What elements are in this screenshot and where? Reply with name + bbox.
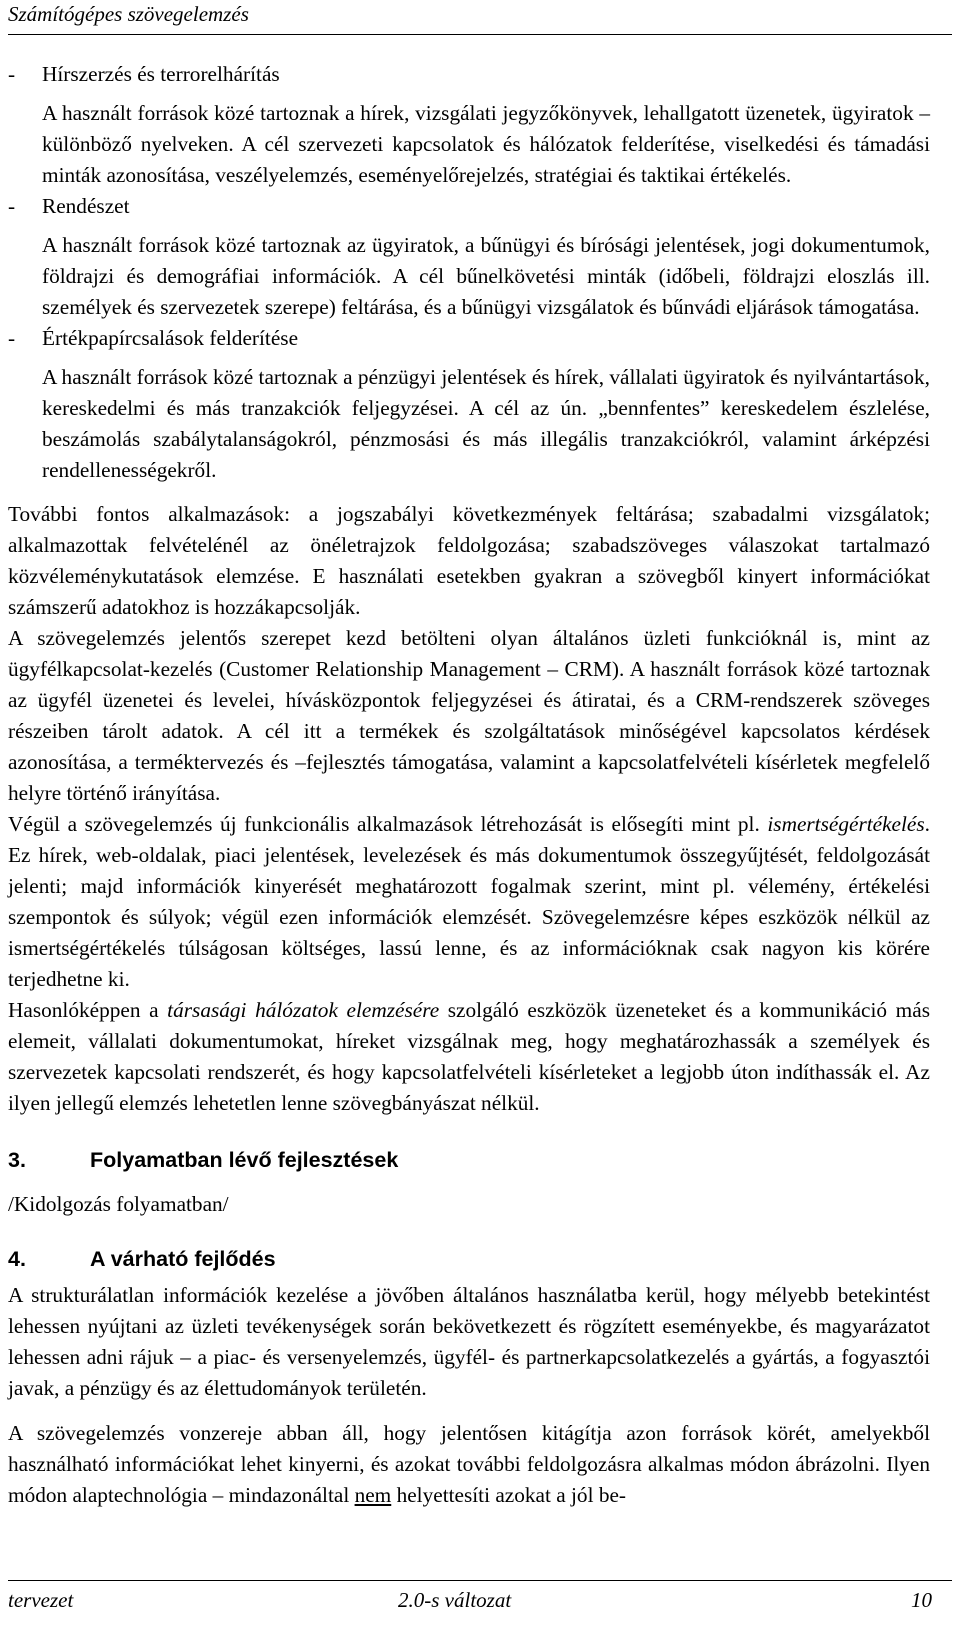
underlined-word: nem: [354, 1483, 392, 1507]
paragraph: Hasonlóképpen a társasági hálózatok elemzésére szolgáló eszközök üzeneteket és a kommunikáció más elemeit, vállalati dokumentumokat, híreket vizsgálnak meg, hogy meghatározhassák a személyek és szervezetek kapcsolati rendszerét, és hogy kapcsolatfelvételi kísérleteket a legjobb úton indíthassák el. Az ilyen jellegű elemzés lehetetlen lenne szövegbányászat nélkül.: [8, 998, 930, 1115]
list-item: [8, 191, 930, 323]
section-number: 3.: [8, 1148, 26, 1172]
list-item: [8, 59, 930, 191]
list-dash: -: [8, 62, 16, 86]
footer-version: 2.0-s változat: [398, 1588, 512, 1612]
list-item-title: Rendészet: [42, 194, 130, 218]
list-dash: -: [8, 194, 16, 218]
paragraph: A szövegelemzés jelentős szerepet kezd betölteni olyan általános üzleti funkcióknál is, mint az ügyfélkapcsolat-kezelés (Customer Relationship Management – CRM). A használt források közé tartoznak az ügyfél üzenetei és levelei, hívásközpontok feljegyzései és átiratai, és a CRM-rendszerek szöveges részeiben tárolt adatok. A cél itt a termékek és szolgáltatások minőségével kapcsolatos kérdések azonosítása, a terméktervezés és –fejlesztés támogatása, valamint a kapcsolatfelvételi kísérletek megfelelő helyre történő irányítása.: [8, 626, 930, 805]
document-body: [8, 59, 930, 1511]
paragraph: /Kidolgozás folyamatban/: [8, 1192, 229, 1216]
page-footer: [8, 1586, 952, 1616]
paragraph: A strukturálatlan információk kezelése a jövőben általános használatba kerül, hogy mélyebb betekintést lehessen nyújtani az üzleti tevékenységek során bekövetkezett és rögzített eseményekbe, és magyarázatot lehessen adni rájuk – a piac- és versenyelemzés, ügyfél- és partnerkapcsolatkezelés a gyártás, a fogyasztói javak, a pénzügy és az élettudományok területén.: [8, 1283, 930, 1400]
list-dash: -: [8, 326, 16, 350]
paragraph: A szövegelemzés vonzereje abban áll, hogy jelentősen kitágítja azon források körét, amelyekből használható információkat lehet kinyerni, és azokat további feldolgozásra alkalmas módon ábrázolni. Ilyen módon alaptechnológia – mindazonáltal nem helyettesíti azokat a jól be-: [8, 1421, 930, 1507]
list-item-title: Értékpapírcsalások felderítése: [42, 326, 299, 350]
footer-rule: [8, 1580, 952, 1581]
italic-term: ismertségértékelés: [767, 812, 925, 836]
page-number: 10: [911, 1588, 932, 1612]
section-title: Folyamatban lévő fejlesztések: [90, 1148, 399, 1172]
list-item: [8, 323, 930, 486]
running-header: Számítógépes szövegelemzés: [8, 2, 249, 26]
list-item-text: A használt források közé tartoznak az ügyiratok, a bűnügyi és bírósági jelentések, jogi dokumentumok, földrajzi és demográfiai információk. A cél bűnelkövetési minták (időbeli, földrajzi eloszlás ill. személyek és szervezetek szerepe) feltárása, és a bűnügyi vizsgálatok és bűnvádi eljárások támogatása.: [42, 233, 930, 319]
list-item-title: Hírszerzés és terrorelhárítás: [42, 62, 280, 86]
list-item-text: A használt források közé tartoznak a pénzügyi jelentések és hírek, vállalati ügyiratok és nyilvántartások, kereskedelmi és más tranzakciók feljegyzései. A cél az ún. „bennfentes” kereskedelem észlelése, beszámolás szabálytalanságokról, pénzmosási és más illegális tranzakciókról, valamint árképzési rendellenességekről.: [42, 365, 930, 482]
paragraph: Végül a szövegelemzés új funkcionális alkalmazások létrehozását is elősegíti mint pl. ismertségértékelés. Ez hírek, web-oldalak, piaci jelentések, levelezések és más dokumentumok összegyűjtését, feldolgozását jelenti; majd információk kinyerését meghatározott fogalmak szerint, mint pl. vélemény, értékelési szempontok és súlyok; végül ezen információk elemzését. Szövegelemzésre képes eszközök nélkül az ismertségértékelés túlságosan költséges, lassú lenne, és az információknak csak nagyon kis körére terjedhetne ki.: [8, 812, 930, 991]
section-number: 4.: [8, 1247, 26, 1271]
footer-status: tervezet: [8, 1588, 74, 1612]
paragraph: További fontos alkalmazások: a jogszabályi következmények feltárása; szabadalmi vizsgálatok; alkalmazottak felvételénél az önéletrajzok feldolgozása; szabadszöveges válaszokat tartalmazó közvéleménykutatások elemzése. E használati esetekben gyakran a szövegből kinyert információkat számszerű adatokhoz is hozzákapcsolják.: [8, 502, 930, 619]
italic-term: társasági hálózatok elemzésére: [167, 998, 440, 1022]
list-item-text: A használt források közé tartoznak a hírek, vizsgálati jegyzőkönyvek, lehallgatott üzenetek, ügyiratok – különböző nyelveken. A cél szervezeti kapcsolatok és hálózatok felderítése, viselkedési és támadási minták azonosítása, veszélyelemzés, eseményelőrejelzés, stratégiai és taktikai értékelés.: [42, 101, 930, 187]
section-heading: [8, 1145, 930, 1175]
header-rule: [8, 34, 952, 35]
section-heading: [8, 1244, 930, 1274]
section-title: A várható fejlődés: [90, 1247, 276, 1271]
